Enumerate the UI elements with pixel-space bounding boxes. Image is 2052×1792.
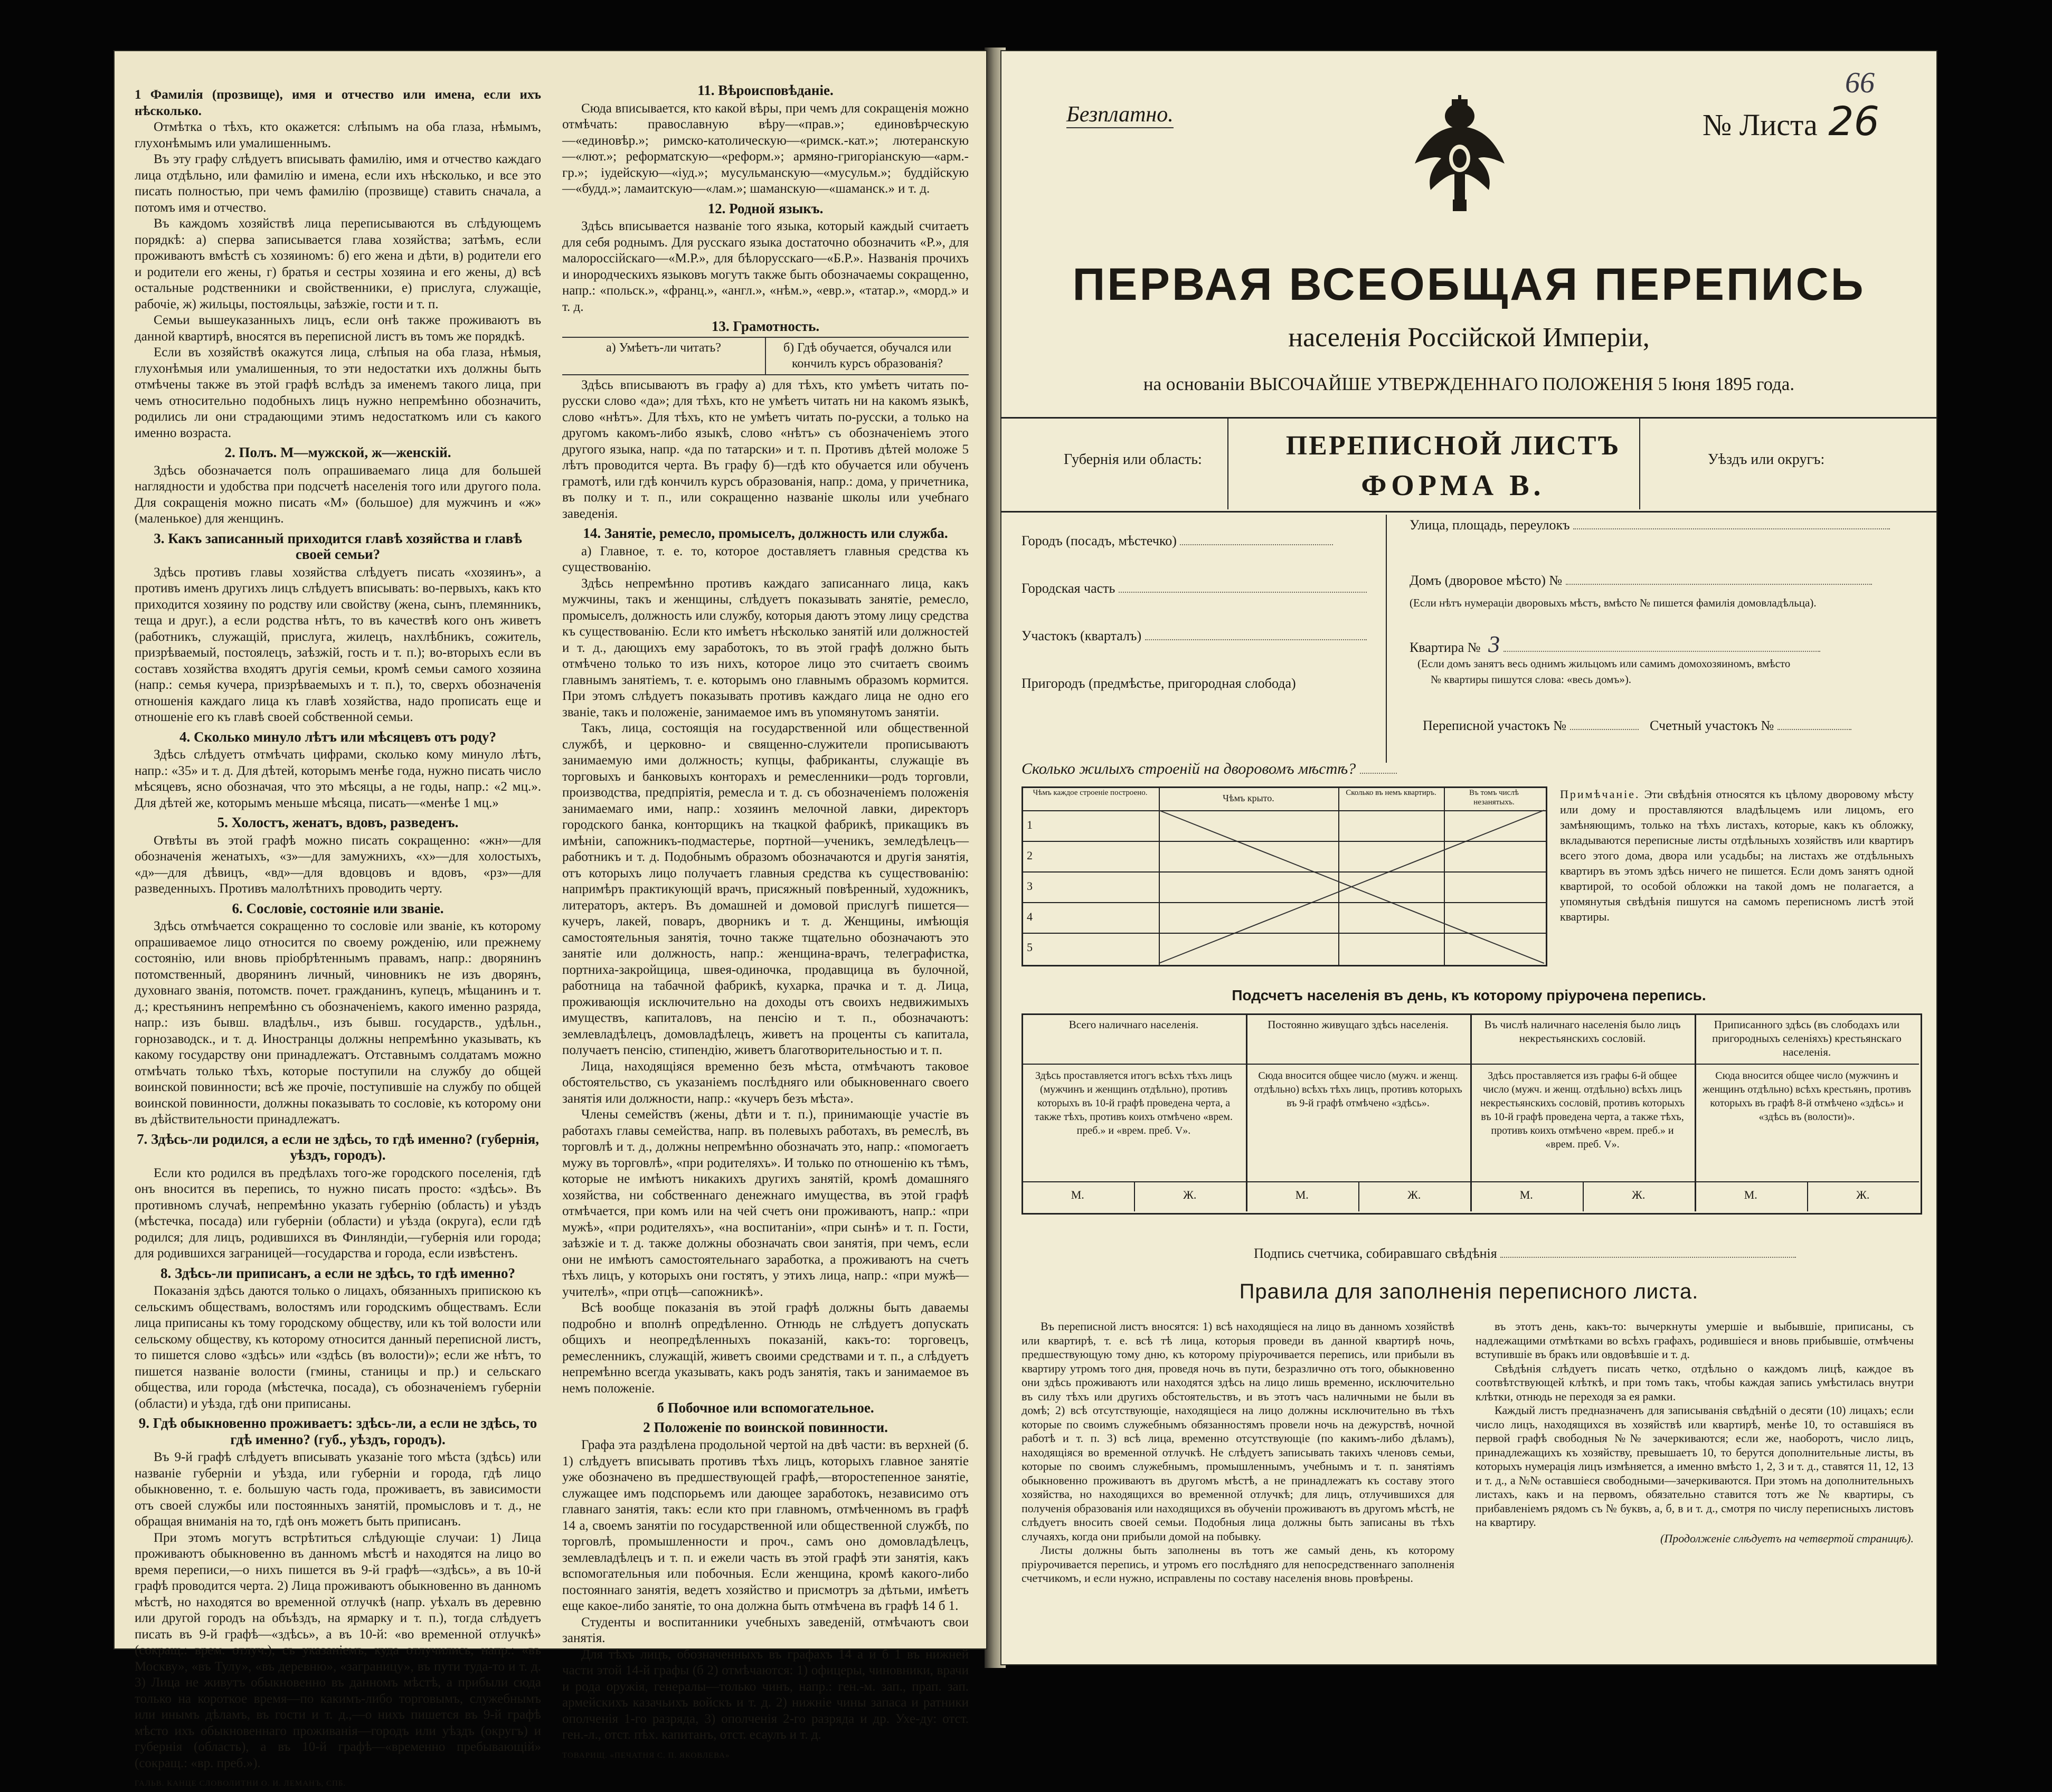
section-heading: 11. Вѣроисповѣданіе. — [697, 82, 834, 98]
buildings-row-number: 3 — [1027, 879, 1033, 893]
flat-note-2: № квартиры пишутся слова: «весь домъ»). — [1431, 673, 1632, 686]
section-heading: 2 Положеніе по воинской повинности. — [643, 1419, 888, 1435]
paragraph: Здѣсь вписываютъ въ графу а) для тѣхъ, кто умѣетъ читать по-русски слово «да»; для тѣхъ, кто не умѣетъ читать ни на какомъ языкѣ, слово «нѣтъ». Для тѣхъ, кто не умѣетъ читать по-русски, а только на другомъ какомъ-либо языкѣ, слово «нѣтъ» съ обозначеніемъ этого другого языка, напр. «да по татарски» и т. п. Противъ дѣтей моложе 5 лѣтъ проводится черта. Въ графу б)—гдѣ кто обучается или обученъ грамотѣ, или гдѣ кончилъ курсъ образованія, напр.: дома, у причетника, въ полку и т. п., или сокращенно названіе школы или учебнаго заведенія. — [562, 377, 969, 521]
section-heading: 6. Сословіе, состояніе или званіе. — [232, 900, 444, 916]
paragraph: Графа эта раздѣлена продольной чертой на двѣ части: въ верхней (б. 1) слѣдуетъ вписывать противъ тѣхъ лицъ, которыхъ главное занятіе уже обозначено въ предшествующей графѣ,—второстепенное занятіе, служащее имъ подспорьемъ или дающее заработокъ, независимо отъ главнаго занятія, такъ: если кто при главномъ, отмѣченномъ въ графѣ 14 а, своемъ занятіи по государственной или общественной службѣ, по торговлѣ, промышленности и проч., самъ оно домовладѣлецъ, землевладѣлецъ и т. п. и ежели часть въ этой графѣ эти занятія, какъ вспомогательныя или побочныя. Если женщина, кромѣ какого-либо постояннаго занятія, ведетъ хозяйство и присмотръ за дѣтьми, имѣетъ еще какое-либо занятіе, то она должна быть отмѣчена въ графѣ 14 б 1. — [562, 1438, 969, 1613]
paragraph: При этомъ могутъ встрѣтиться слѣдующіе случаи: 1) Лица проживаютъ обыкновенно въ данномъ мѣстѣ и находятся на лицо во время переписи,—о нихъ пишется въ 9-й графѣ—«здѣсь», а въ 10-й графѣ проводится черта. 2) Лица проживаютъ обыкновенно въ данномъ мѣстѣ, но находятся во временной отлучкѣ (напр. уѣхалъ въ деревню или другой городъ на объѣздъ, на ярмарку и т. п.), тогда слѣдуетъ писать въ 9-й графѣ—«здѣсь», а въ 10-й: «во временной отлучкѣ» (сокращ.: врем. отлуч.), съ указаніемъ, куда отлучились, напр.: «въ Москву», «въ Тулу», «въ деревню», «заграницу», въ пути туда-то и т. д. 3) Лица не живутъ обыкновенно въ данномъ мѣстѣ, а прибыли сюда только на короткое время—по какимъ-либо торговымъ, служебнымъ или инымъ дѣламъ, въ гости и т. д.,—о нихъ пишется въ 9-й графѣ мѣсто ихъ обыкновеннаго проживанія—городъ или уѣздъ (округъ) и губернія (область), а въ 10-й графѣ—«временно пребывающій» (сокращ.: «вр. преб.»). — [135, 1530, 541, 1770]
buildings-row-number: 2 — [1027, 849, 1033, 862]
left-page — [114, 50, 987, 1788]
buildings-question: Сколько жилыхъ строеній на дворовомъ мѣстѣ? — [1022, 760, 1397, 778]
house-field: Домъ (дворовое мѣсто) № — [1410, 573, 1872, 589]
section-heading: 3. Какъ записанный приходится главѣ хозяйства и главѣ своей семьи? — [154, 530, 522, 562]
paragraph: Здѣсь противъ главы хозяйства слѣдуетъ писать «хозяинъ», а противъ именъ другихъ лицъ слѣдуетъ вписывать: во-первыхъ, какъ кто приходится хозяину по родству или свойству (жена, сынъ, племянникъ, теща и друг.), а если родства нѣтъ, то въ качествѣ кого онъ живетъ (работникъ, служащій, прислуга, жилецъ, нахлѣбникъ, сожитель, призрѣваемый, постоялецъ, заѣзжій, гость и т. п.); во-вторыхъ если въ составъ хозяйства входятъ другія семьи, кромѣ семьи самого хозяина (напр.: семья кучера, призрѣваемыхъ и т. п.), то, сверхъ обозначенія отношенія каждаго лица къ главѣ хозяйства, надо прописать еще и отношеніе его къ главѣ своей собственной семьи. — [135, 565, 541, 724]
gubernia-label: Губернія или область: — [1064, 451, 1202, 468]
city-field: Городъ (посадъ, мѣстечко) — [1022, 533, 1333, 549]
paragraph: Показанія здѣсь даются только о лицахъ, обязанныхъ припискою къ сельскимъ обществамъ, волостямъ или городскимъ обществамъ. Если лица приписаны къ тому городскому обществу, или къ той волости или сельскому обществу, къ которому относится данный переписной листъ, то пишется слово «здѣсь» или «здѣсь (въ волости)»; если же нѣтъ, то пишется названіе волости (гмины, станицы и пр.) и сельскаго общества, или города (мѣстечка, посада), съ обозначеніемъ губерніи (области) и уѣзда, гдѣ они приписаны. — [135, 1284, 541, 1411]
literacy-b: б) Гдѣ обучается, обучался или кончилъ курсъ образованія? — [783, 340, 952, 371]
rules-paragraph: Свѣдѣнія слѣдуетъ писать четко, отдѣльно о каждомъ лицѣ, каждое въ соотвѣтствующей клѣткѣ, и при томъ такъ, чтобы каждая запись умѣстилась внутри клѣтки, отнюдь не переходя за ея рамки. — [1476, 1361, 1914, 1403]
section-heading: 7. Здѣсь-ли родился, а если не здѣсь, то гдѣ именно? (губернія, уѣздъ, городъ). — [136, 1131, 540, 1163]
buildings-row-line — [1022, 841, 1546, 842]
buildings-header: Чѣмъ крыто. — [1223, 793, 1274, 803]
paragraph: Здѣсь обозначается полъ опрашиваемаго лица для большей наглядности и удобства при подсчетѣ населенія того или другого пола. Для сокращенія можно писать «М» (большое) для мужчинъ и «ж» (маленькое) для женщинъ. — [135, 463, 541, 526]
male-count-cell[interactable]: М. — [1295, 1188, 1309, 1201]
note-title: Примѣчаніе. — [1560, 788, 1640, 801]
section-heading: б Побочное или вспомогательное. — [657, 1400, 874, 1416]
quarter-field: Участокъ (кварталъ) — [1022, 628, 1367, 644]
paragraph: Если въ хозяйствѣ окажутся лица, слѣпыя на оба глаза, нѣмыя, глухонѣмыя или умалишенныя, то эти недостатки ихъ должны быть отмѣчены также въ этой графѣ вслѣдъ за именемъ такого лица, при чемъ относительно подобныхъ лицъ нужно непремѣнно обозначить, родились ли они страдающими этимъ недостаткомъ или съ какого именно возраста. — [135, 345, 541, 440]
paragraph: Такъ, лица, состоящія на государственной или общественной службѣ, и церковно- и священно-служители прописываютъ занимаемую ими должность; купцы, фабриканты, служащіе въ торговыхъ и банковыхъ конторахъ и ремесленники—родъ торговли, производства, предпріятія, ремесла и т. д. съ обозначеніемъ положенія занимаемаго ими, напр.: хозяинъ мелочной лавки, директоръ городского банка, конторщикъ на ткацкой фабрикѣ, прикащикъ въ имѣніи, сапожникъ-подмастерье, портной—ученикъ, земледѣлецъ—работникъ и т. д. Подобнымъ образомъ обозначаются и другія занятія, отъ которыхъ лицо получаетъ главныя средства къ существованію: напримѣръ практикующій врачъ, присяжный повѣренный, художникъ, литераторъ, актеръ. Въ домашней и домовой прислугѣ пишется—кучеръ, лакей, поваръ, дворникъ и т. д. Женщины, имѣющія самостоятельныя занятія, точно также тщательно обозначаютъ это занятіе или должность, напр.: женщина-врачъ, телеграфистка, портниха-закройщица, швея-одиночка, продавщица въ булочной, работница на табачной фабрикѣ, кухарка, прачка и т. д. Лица, проживающія исключительно на доходы отъ своихъ недвижимыхъ имуществъ, капиталовъ, на пенсію и т. п., обозначаютъ: землевладѣлецъ, домовладѣлецъ, живетъ на проценты съ капитала, получаетъ пенсію, стипендію, живетъ благотворительностью и т. п. — [562, 721, 969, 1057]
rules-right-column — [1476, 1320, 1914, 1636]
count-description: Здѣсь проставляется изъ графы 6-й общее число (мужч. и женщ. отдѣльно) всѣхъ лицъ некрестьянскихъ сословій, противъ которыхъ въ 10-й графѣ проведена черта, а также тѣхъ, противъ коихъ отмѣчено «врем. преб.» и «врем. преб. V». — [1480, 1070, 1685, 1150]
paragraph: Въ каждомъ хозяйствѣ лица переписываются въ слѣдующемъ порядкѣ: а) сперва записывается глава хозяйства; затѣмъ, если проживаютъ вмѣстѣ съ хозяиномъ: б) его жена и дѣти, в) родители его и родители его жены, г) братья и сестры хозяина и его жены, д) всѣ остальные родственники и свойственники, е) прислуга, служащіе, рабочіе, ж) жильцы, постояльцы, заѣзжіе, гости и т. п. — [135, 216, 541, 311]
count-district-field: Счетный участокъ № — [1650, 718, 1851, 734]
house-note: (Если нѣтъ нумераціи дворовыхъ мѣстъ, вмѣсто № пишется фамилія домовладѣльца). — [1410, 596, 1817, 609]
paragraph: Здѣсь отмѣчается сокращенно то сословіе или званіе, къ которому опрашиваемое лицо относится по своему рожденію, или прежнему состоянію, или вновь пріобрѣтеннымъ правамъ, напр.: дворянинъ потомственный, дворянинъ личный, чиновникъ не изъ дворянъ, духовнаго званія, потомств. почет. гражданинъ, купецъ, мѣщанинъ и т. д.; крестьянинъ непремѣнно съ обозначеніемъ, какого именно разряда, напр.: изъ бывш. владѣльч., изъ бывш. государств., удѣльн., горнозаводск., и т. д. Иностранцы должны непремѣнно указывать, къ какому государству они принадлежатъ. Отставнымъ солдатамъ можно отмѣчать только тѣхъ, которые поступили на службу до общей воинской повинности; всѣ же прочіе, поступившіе на службу по общей воинской повинности, должны показывать то сословіе, къ которому они въ дѣйствительности принадлежатъ. — [135, 919, 541, 1126]
buildings-header: Въ томъ числѣ незанятыхъ. — [1469, 789, 1519, 807]
count-description: Сюда вносится общее число (мужчинъ и женщинъ отдѣльно) всѣхъ крестьянъ, противъ которыхъ въ графѣ 8-й отмѣчено «здѣсь» и «здѣсь въ (волости)». — [1703, 1070, 1911, 1123]
free-label: Безплатно. — [1066, 102, 1174, 128]
rules-paragraph: Въ переписной листъ вносятся: 1) всѣ находящіеся на лицо въ данномъ хозяйствѣ или квартирѣ, т. е. всѣ тѣ лица, которыя проведи въ данной квартирѣ ночь, предшествующую тому дню, къ которому пріурочивается перепись, или прибыли въ квартиру утромъ того дня, проведя ночь въ пути, безразлично отъ того, обыкновенно они здѣсь проживаютъ или находятся здѣсь на лицо лишь временно, исключительно въ силу тѣхъ или другихъ обстоятельствъ, и въ этотъ часъ наличными не были въ домѣ; 2) всѣ отсутствующіе, находящіеся на лицо должны исключительно въ тѣхъ которые по своимъ служебнымъ обязанностямъ провели ночь на дежурствѣ, ночной работѣ и т. п. 3) всѣ лица, временно отсутствующіе (по какимъ-либо дѣламъ), находящіяся во временной отлучкѣ. Не слѣдуетъ записывать такихъ членовъ семьи, которые по своимъ служебнымъ, промышленнымъ, учебнымъ и т. п. занятіямъ обыкновенно проживаютъ въ другомъ мѣстѣ, а не принадлежатъ къ составу этого хозяйства, но находящихся во временной отлучкѣ; для лицъ, отлучившихся для полученія образованія или находящихся въ обученіи проживаютъ въ другомъ мѣстѣ, не слѣдуетъ вносить своей семьи. Подобныя лица должны быть записаны въ тѣхъ случаяхъ, когда они прибыли домой на побывку. — [1022, 1320, 1454, 1543]
rules-title: Правила для заполненія переписного листа. — [1239, 1280, 1699, 1303]
paragraph: Члены семействъ (жены, дѣти и т. п.), принимающіе участіе въ работахъ главы семейства, напр. въ полевыхъ работахъ, въ ремеслѣ, въ торговлѣ и т. д., должны непремѣнно обозначать это, напр.: «помогаетъ мужу въ торговлѣ», «при родителяхъ». И только по отношенію къ тѣмъ, которые не имѣютъ никакихъ другихъ занятій, кромѣ домашняго хозяйства, ни собственнаго денежнаго имущества, въ этой графѣ отмѣчается, при комъ или на чей счетъ они проживаютъ, напр.: «при мужѣ», «при родителяхъ», «на воспитаніи», «при сынѣ» и т. п. Гости, заѣзжіе и т. д. также должны обозначать свои занятія, при чемъ, если они не имѣютъ самостоятельнаго заработка, а проживаютъ на счетъ тѣхъ лицъ, у которыхъ они гостятъ, у этихъ лица, напр.: «при мужѣ—учителѣ», «при отцѣ—сапожникѣ». — [562, 1107, 969, 1299]
count-header: Всего наличнаго населенія. — [1068, 1018, 1199, 1031]
buildings-header: Сколько въ немъ квартиръ. — [1346, 789, 1436, 797]
paragraph: Отмѣтка о тѣхъ, кто окажется: слѣпымъ на оба глаза, нѣмымъ, глухонѣмымъ или умалишеннымъ. — [135, 120, 541, 150]
count-row-line — [1022, 1181, 1919, 1182]
buildings-row-number: 1 — [1027, 818, 1033, 831]
buildings-row-line — [1022, 902, 1546, 903]
section-heading: 4. Сколько минуло лѣтъ или мѣсяцевъ отъ роду? — [179, 728, 496, 745]
census-subtitle: населенія Россійской Имперіи, — [1288, 323, 1650, 353]
paragraph: Если кто родился въ предѣлахъ того-же городского поселенія, гдѣ онъ вносится въ перепись, то нужно писать просто: «здѣсь». Въ противномъ случаѣ, непремѣнно указать губернію (область) и уѣздъ (мѣстечка, посада) или губерніи (области) и уѣзда (округа), если гдѣ родился; для лицъ, родившихся въ Финляндіи,—губернія или города; для родившихся заграницей—государства и города, если извѣстенъ. — [135, 1165, 541, 1260]
printer-imprint: ТОВАРИЩ. «ПЕЧАТНЯ С. П. ЯКОВЛЕВА» — [562, 1751, 730, 1760]
section-heading: 8. Здѣсь-ли приписанъ, а если не здѣсь, то гдѣ именно? — [160, 1265, 515, 1281]
female-count-cell[interactable]: Ж. — [1183, 1188, 1197, 1201]
paragraph: Лица, находящіяся временно безъ мѣста, отмѣчаютъ таковое обстоятельство, съ указаніемъ послѣдняго или обыкновеннаго своего занятія или должности, напр.: «кучеръ безъ мѣста». — [562, 1059, 969, 1106]
rules-paragraph: въ этотъ день, какъ-то: вычеркнуты умершіе и выбывшіе, приписаны, съ надлежащими отмѣтками во всѣхъ графахъ, родившіеся и вновь прибывшіе, отмѣчены вступившіе въ бракъ или овдовѣвшіе и т. д. — [1476, 1320, 1914, 1361]
city-part-field: Городская часть — [1022, 581, 1367, 596]
paragraph: Отвѣты въ этой графѣ можно писать сокращенно: «жн»—для обозначенія женатыхъ, «з»—для замужнихъ, «х»—для холостыхъ, «д»—для дѣвицъ, «вд»—для вдовцовъ и вдовъ, «рз»—для разведенныхъ. Противъ малолѣтнихъ проводить черту. — [135, 833, 541, 896]
paragraph: Въ эту графу слѣдуетъ вписывать фамилію, имя и отчество каждаго лица отдѣльно, или фамилію и имена, если ихъ нѣсколько, и все это писать полностью, при чемъ фамилію (прозвище) ставить сначала, а потомъ имя и отчество. — [135, 152, 541, 215]
suburb-field: Пригородъ (предмѣстье, пригородная слобода) — [1022, 676, 1296, 691]
paragraph: Здѣсь слѣдуетъ отмѣчать цифрами, сколько кому минуло лѣтъ, напр.: «35» и т. д. Для дѣтей, которымъ менѣе года, нужно писать число мѣсяцевъ, ясно обозначая, что это мѣсяцы, а не годы, напр.: «2 мц.». Для дѣтей же, которымъ меньше мѣсяца, писать—«менѣе 1 мц.» — [135, 747, 541, 810]
note-text: Эти свѣдѣнія относятся къ цѣлому дворовому мѣсту или дому и проставляются владѣльцемъ или лицомъ, его замѣняющимъ, только на тѣхъ листахъ, которые, какъ къ обложку, вкладываются переписные листы отдѣльныхъ хозяйствъ или квартиръ всего этого дома, двора или усадьбы; на листахъ же отдѣльныхъ квартиръ въ этомъ здѣсь ничего не пишется. Если домъ занятъ одной квартирой, то особой обложки на такой домъ не полагается, а упомянутыя свѣдѣнія пишутся на самомъ переписномъ листѣ этой квартиры. — [1560, 788, 1914, 923]
rules-paragraph: Каждый листъ предназначенъ для записыванія свѣдѣній о десяти (10) лицахъ; если число лицъ, находящихся въ хозяйствѣ или квартирѣ, менѣе 10, то оставшіяся въ первой графѣ свободныя №№ зачеркиваются; если же, наоборотъ, число лицъ, принадлежащихъ къ хозяйству, превышаетъ 10, то берутся дополнительные листы, въ которыхъ нумерація лицъ измѣняется, а именно вмѣсто 1, 2, 3 и т. д., ставятся 11, 12, 13 и т. д., а №№ оставшіеся свободными—зачеркиваются. При этомъ на дополнительныхъ листахъ, какъ и на первомъ, обязательно ставится тотъ же № квартиры, съ прибавленіемъ рядомъ съ № буквъ, а, б, в и т. д., смотря по числу переписныхъ листовъ на квартиру. — [1476, 1404, 1914, 1529]
section-heading: 14. Занятіе, ремесло, промыселъ, должность или служба. — [583, 525, 948, 541]
paragraph: Семьи вышеуказанныхъ лицъ, если онѣ также проживаютъ въ данной квартирѣ, вносятся въ переписной листъ въ томъ же порядкѣ. — [135, 313, 541, 344]
imperial-eagle-emblem — [1410, 95, 1510, 214]
left-column-2 — [562, 79, 969, 1760]
count-header: Постоянно живущаго здѣсь населенія. — [1268, 1018, 1449, 1031]
paragraph: Всѣ вообще показанія въ этой графѣ должны быть даваемы подробно и вполнѣ опредѣленно. Отнюдь не слѣдуетъ допускать общихъ и неопредѣленныхъ показаній, какъ-то: торговецъ, ремесленникъ, служащій, живетъ своими средствами и т. п., а слѣдуетъ непремѣнно всегда указывать, какъ родъ занятія, такъ и занимаемое въ немъ положеніе. — [562, 1301, 969, 1396]
rules-left-column — [1022, 1320, 1454, 1636]
buildings-row-number: 4 — [1027, 910, 1033, 923]
form-title: ПЕРЕПИСНОЙ ЛИСТЪ — [1285, 431, 1621, 461]
continued-note: (Продолженіе слѣдуетъ на четвертой страницѣ). — [1660, 1531, 1914, 1545]
buildings-row-number: 5 — [1027, 941, 1033, 954]
male-count-cell[interactable]: М. — [1519, 1188, 1533, 1201]
sheet-number — [1703, 98, 1879, 145]
literacy-subcolumns — [562, 337, 969, 375]
flat-field: Квартира № 3 — [1410, 631, 1820, 658]
count-title: Подсчетъ населенія въ день, къ которому пріурочена перепись. — [1232, 987, 1706, 1003]
corner-handwritten-mark: 66 — [1845, 67, 1875, 99]
buildings-row-line — [1022, 933, 1546, 934]
section-heading: 13. Грамотность. — [711, 318, 820, 334]
paragraph: 1 Фамилія (прозвище), имя и отчество или имена, если ихъ нѣсколько. — [135, 88, 541, 118]
male-count-cell[interactable]: М. — [1071, 1188, 1084, 1201]
female-count-cell[interactable]: Ж. — [1856, 1188, 1870, 1201]
paragraph: Для тѣхъ лицъ, обозначенныхъ въ графахъ 14 а и б 1 въ нижней части этой 14-й графы (б 2) отмѣчаются: 1) офицеры, чиновники, врачи и рода оружія, генералы—только чинъ, напр.: ген.-м. зап., прап. зап. армейскихъ казачьихъ войскъ и т. д. 2) нижніе чины запаса и ратники ополченія 1-го разряда, 3) ополченія 2-го разряда и др. Ухе-ду: отст. ген.-л., отст. пѣх. капитанъ, отст. есаулъ и т. д. — [562, 1647, 969, 1742]
paragraph: Студенты и воспитанники учебныхъ заведеній, отмѣчаютъ свои занятія. — [562, 1615, 969, 1645]
section-heading: 12. Родной языкъ. — [707, 200, 824, 216]
paragraph: Въ 9-й графѣ слѣдуетъ вписывать указаніе того мѣста (здѣсь) или названіе губерніи и уѣзда, или губерніи и города, гдѣ лицо обыкновенно, т. е. большую часть года, проживаетъ, въ зависимости отъ своей службы или постоянныхъ занятій, промысловъ и т. д., не обращая вниманія на то, гдѣ онъ можетъ быть приписанъ. — [135, 1450, 541, 1529]
census-district-field: Переписной участокъ № — [1423, 718, 1639, 734]
count-description: Здѣсь проставляется итогъ всѣхъ тѣхъ лицъ (мужчинъ и женщинъ отдѣльно), противъ которыхъ въ 10-й графѣ проведена черта, а также тѣхъ, противъ коихъ отмѣчено «врем. преб.» и «врем. преб. V». — [1035, 1070, 1233, 1136]
address-divider — [1386, 515, 1387, 763]
count-description: Сюда вносится общее число (мужч. и женщ. отдѣльно) всѣхъ тѣхъ лицъ, противъ которыхъ въ 9-й графѣ отмѣчено «здѣсь». — [1254, 1070, 1462, 1109]
male-count-cell[interactable]: М. — [1744, 1188, 1757, 1201]
paragraph: Здѣсь непремѣнно противъ каждаго записаннаго лица, какъ мужчины, такъ и женщины, слѣдуетъ показывать занятіе, ремесло, промыселъ, должность или службу, которыя даютъ этому лицу средства къ существованію. Если кто имѣетъ нѣсколько занятій или должностей и т. д., дающихъ ему заработокъ, то въ этой графѣ должно быть отмѣчено только то изъ нихъ, которое лицо это считаетъ своимъ главнымъ занятіемъ, т. е. которымъ оно главнымъ образомъ кормится. При этомъ слѣдуетъ показывать противъ каждаго лица не одно его званіе, такъ и положеніе, занимаемое имъ въ упомянутомъ занятіи. — [562, 576, 969, 719]
flat-note-1: (Если домъ занятъ весь однимъ жильцомъ или самимъ домохозяиномъ, вмѣсто — [1417, 657, 1791, 670]
census-form-page — [1000, 50, 1937, 1665]
buildings-note — [1560, 786, 1914, 924]
female-count-cell[interactable]: Ж. — [1407, 1188, 1421, 1201]
buildings-header: Чѣмъ каждое строеніе построено. — [1033, 789, 1148, 797]
rules-paragraph: Листы должны быть заполнены въ тотъ же самый день, къ которому пріурочивается перепись, и утромъ его послѣдняго для непосредственнаго заполненія счетчикомъ, и если нужно, исправлены по составу населенія вновь провѣрены. — [1022, 1543, 1454, 1585]
sheet-number-value: 26 — [1828, 98, 1879, 145]
left-column-1 — [135, 87, 541, 1788]
street-field: Улица, площадь, переулокъ — [1410, 517, 1890, 533]
buildings-row-line — [1022, 871, 1546, 873]
printer-imprint: ГАЛЬВ. КАНЦЕ СЛОВОЛИТНИ О. И. ЛЕМАНЪ, СПБ. — [135, 1779, 346, 1788]
section-heading: 2. Полъ. М—мужской, ж—женскій. — [224, 444, 451, 460]
female-count-cell[interactable]: Ж. — [1632, 1188, 1646, 1201]
count-header: Приписанного здѣсь (въ слободахъ или пригородныхъ селеніяхъ) крестьянскаго населенія. — [1712, 1018, 1902, 1058]
paragraph: Здѣсь вписывается названіе того языка, который каждый считаетъ для себя роднымъ. Для русскаго языка достаточно обозначить «Р.», для малороссійскаго—«М.Р.», для бѣлорусскаго—«Б.Р.». Названія прочихъ и инородческихъ языковъ могутъ также быть обозначаемы сокращенно, напр.: «польск.», «франц.», «англ.», «нѣм.», «евр.», «татар.», «морд.» и т. д. — [562, 219, 969, 314]
count-row-line — [1022, 1064, 1919, 1065]
form-name: ФОРМА В. — [1361, 469, 1545, 502]
section-heading: 9. Гдѣ обыкновенно проживаетъ: здѣсь-ли, а если не здѣсь, то гдѣ именно? (губ., уѣздъ, городъ). — [138, 1415, 537, 1447]
census-title: ПЕРВАЯ ВСЕОБЩАЯ ПЕРЕПИСЬ — [1072, 259, 1866, 310]
signature-field: Подпись счетчика, собиравшаго свѣдѣнія — [1254, 1246, 1796, 1262]
uezd-label: Уѣздъ или округъ: — [1708, 451, 1825, 468]
flat-number-value: 3 — [1488, 631, 1500, 657]
cross-out-strike — [1159, 810, 1544, 963]
count-header: Въ числѣ наличнаго населенія было лицъ некрестьянскихъ сословій. — [1484, 1018, 1681, 1045]
paragraph: Сюда вписывается, кто какой вѣры, при чемъ для сокращенія можно отмѣчать: православную вѣру—«прав.»; единовѣрческую—«единовѣр.»; римско-католическую—«римск.-кат.»; лютеранскую—«лют.»; реформатскую—«реформ.»; армяно-григоріанскую—«арм.-гр.»; іудейскую—«іуд.»; мусульманскую—«мусульм.»; буддійскую—«будд.»; ламаитскую—«лам.»; шаманскую—«шаманск.» и т. д. — [562, 101, 969, 196]
literacy-a: а) Умѣетъ-ли читать? — [562, 338, 766, 374]
census-basis: на основаніи ВЫСОЧАЙШЕ УТВЕРЖДЕННАГО ПОЛОЖЕНІЯ 5 Іюня 1895 года. — [1143, 374, 1795, 394]
section-heading: 5. Холостъ, женатъ, вдовъ, разведенъ. — [217, 814, 459, 830]
paragraph: а) Главное, т. е. то, которое доставляетъ главныя средства къ существованію. — [562, 544, 969, 574]
sheet-number-label: № Листа — [1703, 108, 1818, 142]
